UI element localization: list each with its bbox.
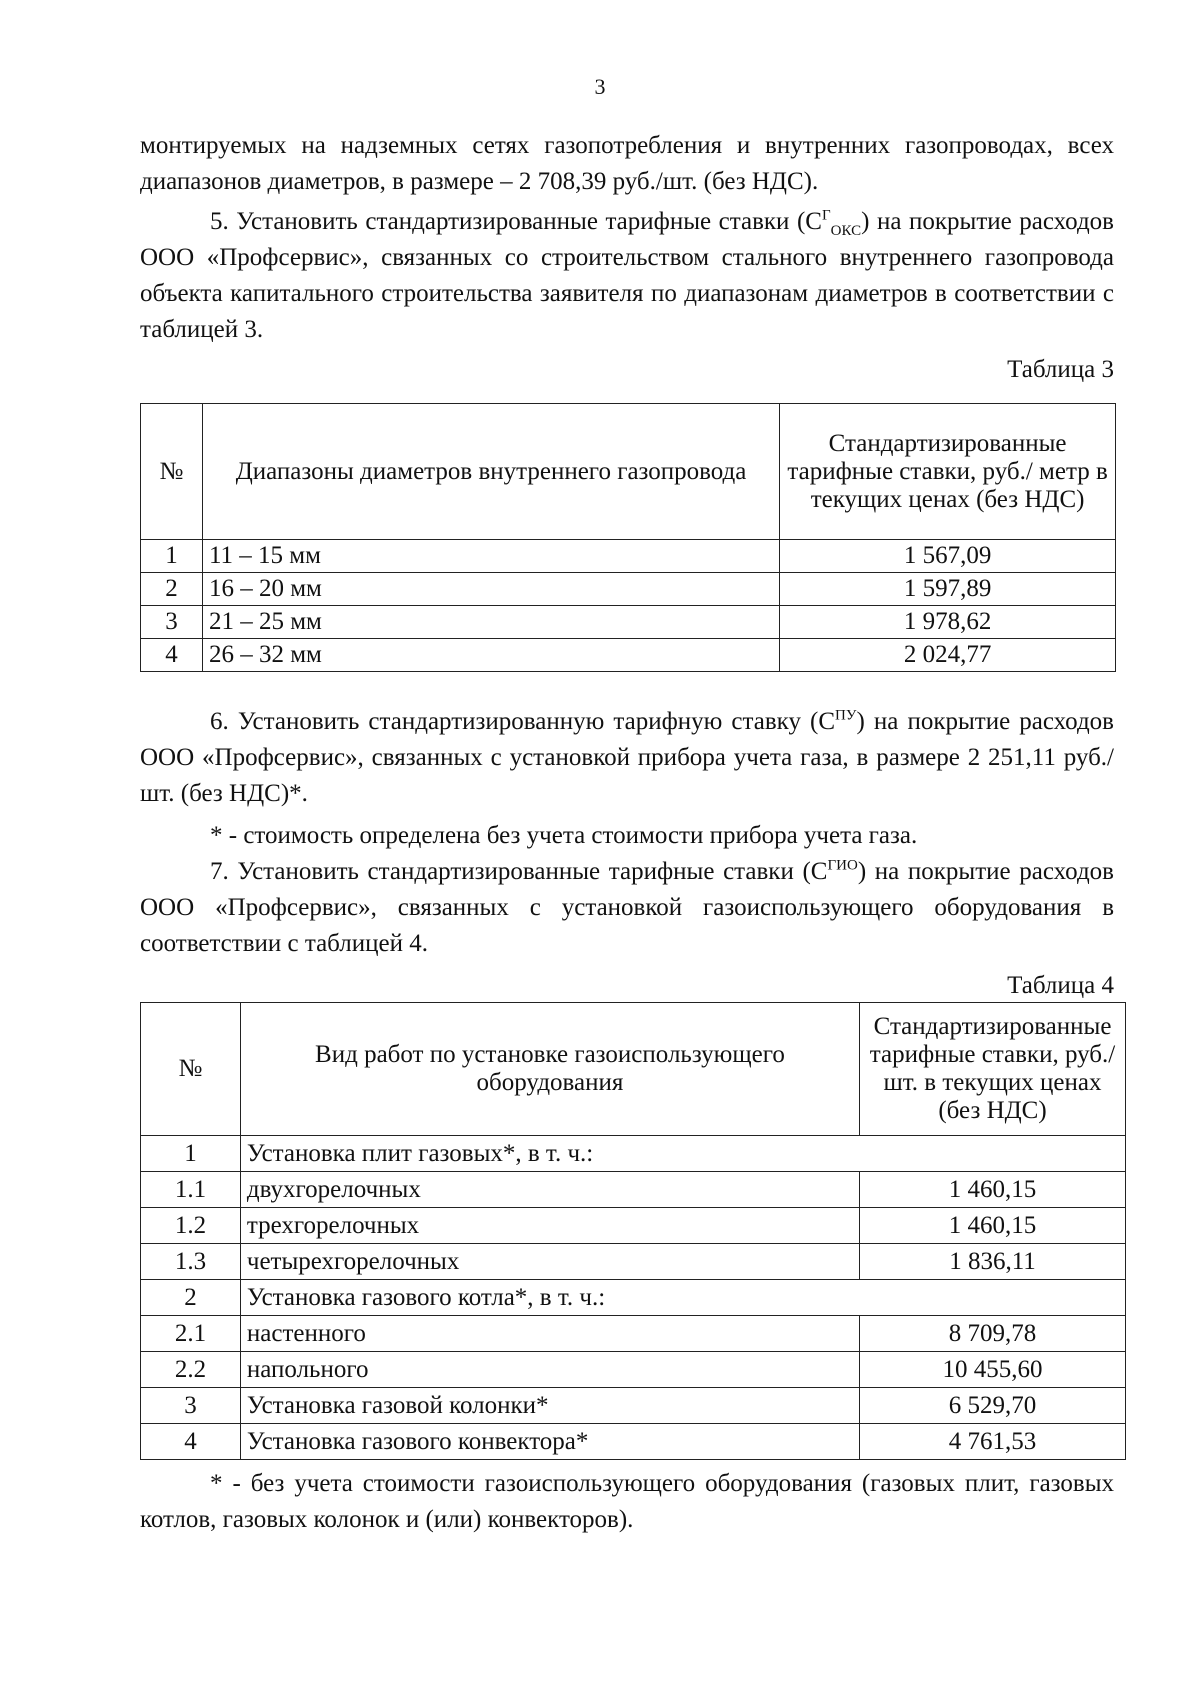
row-rate: 2 024,77 (780, 639, 1116, 672)
row-num: 3 (141, 606, 203, 639)
row-rate: 4 761,53 (860, 1424, 1126, 1460)
table-3-header-row (141, 404, 1116, 540)
item-6-paragraph (140, 704, 1114, 812)
row-num: 2.1 (141, 1316, 241, 1352)
item-5-sup: Г (821, 207, 831, 224)
row-work: Установка газового котла*, в т. ч.: (240, 1280, 1125, 1316)
item-6-text-after: ) на покрытие расходов ООО «Профсервис», связанных с установкой прибора учета газа, в размере 2 251,11 руб./шт. (без НДС)*. (140, 708, 1114, 807)
item-5-text-before: 5. Установить стандартизированные тарифные ставки (С (210, 208, 822, 235)
table-3-header-num: № (141, 404, 203, 540)
row-num: 1 (141, 540, 203, 573)
row-work: напольного (240, 1352, 859, 1388)
row-work: настенного (240, 1316, 859, 1352)
table-row (141, 573, 1116, 606)
page-number: 3 (594, 74, 606, 99)
row-range: 16 – 20 мм (202, 573, 779, 606)
row-num: 4 (141, 1424, 241, 1460)
row-num: 2.2 (141, 1352, 241, 1388)
row-num: 1 (141, 1136, 241, 1172)
row-num: 3 (141, 1388, 241, 1424)
row-rate: 1 460,15 (860, 1172, 1126, 1208)
row-range: 21 – 25 мм (202, 606, 779, 639)
row-num: 1.1 (141, 1172, 241, 1208)
row-work: Установка газового конвектора* (240, 1424, 859, 1460)
table-4-header-num: № (141, 1003, 241, 1136)
table-row (141, 540, 1116, 573)
item-5-paragraph (140, 204, 1114, 348)
row-rate: 10 455,60 (860, 1352, 1126, 1388)
table-3-header-rate: Стандартизированные тарифные ставки, руб./ метр в текущих ценах (без НДС) (780, 404, 1116, 540)
table-3 (140, 403, 1116, 672)
table-row (141, 639, 1116, 672)
table-row (141, 1352, 1126, 1388)
row-num: 2 (141, 1280, 241, 1316)
table-3-header-range: Диапазоны диаметров внутреннего газопровода (202, 404, 779, 540)
row-work: трехгорелочных (240, 1208, 859, 1244)
table-4-header-work: Вид работ по установке газоиспользующего оборудования (240, 1003, 859, 1136)
item-7-text-before: 7. Установить стандартизированные тарифные ставки (С (210, 858, 828, 885)
table-4-caption: Таблица 4 (1007, 972, 1114, 999)
row-rate: 1 567,09 (780, 540, 1116, 573)
row-num: 1.3 (141, 1244, 241, 1280)
table-row (141, 606, 1116, 639)
table-row (141, 1208, 1126, 1244)
row-range: 11 – 15 мм (202, 540, 779, 573)
table-row (141, 1172, 1126, 1208)
row-rate: 8 709,78 (860, 1316, 1126, 1352)
item-6-text-before: 6. Установить стандартизированную тарифную ставку (С (210, 708, 836, 735)
table-row (141, 1244, 1126, 1280)
row-rate: 1 836,11 (860, 1244, 1126, 1280)
table-row (141, 1388, 1126, 1424)
item-6-note: * - стоимость определена без учета стоимости прибора учета газа. (210, 822, 918, 849)
intro-paragraph: монтируемых на надземных сетях газопотребления и внутренних газопроводах, всех диапазонов диаметров, в размере – 2 708,39 руб./шт. (без НДС). (140, 132, 1114, 195)
table-4 (140, 1002, 1126, 1460)
row-range: 26 – 32 мм (202, 639, 779, 672)
row-num: 1.2 (141, 1208, 241, 1244)
row-num: 4 (141, 639, 203, 672)
table-row (141, 1316, 1126, 1352)
row-rate: 6 529,70 (860, 1388, 1126, 1424)
table-row (141, 1280, 1126, 1316)
item-7-paragraph (140, 854, 1114, 962)
item-5-text-after: ) на покрытие расходов ООО «Профсервис», связанных со строительством стального внутреннего газопровода объекта капитального строительства заявителя по диапазонам диаметров в соответствии с таблицей 3. (140, 208, 1114, 343)
row-rate: 1 460,15 (860, 1208, 1126, 1244)
table-4-header-row (141, 1003, 1126, 1136)
table-4-header-rate: Стандартизированные тарифные ставки, руб./шт. в текущих ценах (без НДС) (860, 1003, 1126, 1136)
row-rate: 1 978,62 (780, 606, 1116, 639)
item-5-sub: ОКС (830, 223, 862, 239)
row-rate: 1 597,89 (780, 573, 1116, 606)
item-7-sup: ГИО (827, 857, 858, 874)
table-3-caption: Таблица 3 (1007, 356, 1114, 383)
table-row (141, 1424, 1126, 1460)
row-work: двухгорелочных (240, 1172, 859, 1208)
row-work: четырехгорелочных (240, 1244, 859, 1280)
item-7-text-after: ) на покрытие расходов ООО «Профсервис», связанных с установкой газоиспользующего оборудования в соответствии с таблицей 4. (140, 858, 1114, 957)
row-work: Установка плит газовых*, в т. ч.: (240, 1136, 1125, 1172)
row-work: Установка газовой колонки* (240, 1388, 859, 1424)
row-num: 2 (141, 573, 203, 606)
table-row (141, 1136, 1126, 1172)
item-7-note: * - без учета стоимости газоиспользующего оборудования (газовых плит, газовых котлов, газовых колонок и (или) конвекторов). (140, 1470, 1114, 1533)
item-6-sup: ПУ (835, 707, 857, 724)
